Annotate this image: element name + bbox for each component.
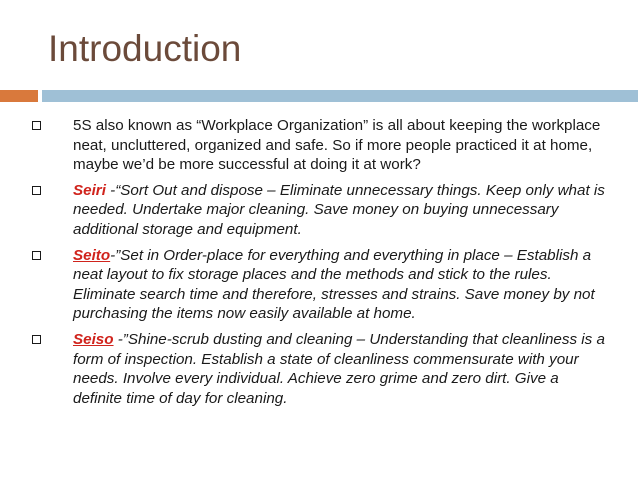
accent-bar xyxy=(0,90,38,102)
bullet-item-seiri xyxy=(30,181,605,240)
bullet-list xyxy=(30,116,605,414)
bullet-text: 5S also known as “Workplace Organization” is all about keeping the workplace neat, uncluttered, organized and safe. So if more people practiced it at home, maybe we’d be more successful at doing it at work? xyxy=(73,117,601,174)
term-seiso: Seiso xyxy=(73,330,114,348)
bullet-item-seiso xyxy=(30,330,605,408)
title-underline-bar xyxy=(42,90,638,102)
square-bullet-icon xyxy=(32,121,41,130)
slide-title: Introduction xyxy=(48,28,242,69)
bullet-text: -”Shine-scrub dusting and cleaning – Understanding that cleanliness is a form of inspection. Establish a state of cleanliness commensurate with your needs. Involve every individual. Achieve zero grime and zero dirt. Give a definite time of day for cleaning. xyxy=(73,330,605,407)
bullet-text: -”Set in Order-place for everything and everything in place – Establish a neat layout to fix storage places and the methods and stick to the rules. Eliminate search time and therefore, stresses and strains. Save money by not purchasing the items now easily available at home. xyxy=(73,246,595,323)
square-bullet-icon xyxy=(32,335,41,344)
term-seiri: Seiri xyxy=(73,181,106,199)
bullet-text: -“Sort Out and dispose – Eliminate unnecessary things. Keep only what is needed. Undertake major cleaning. Save money on buying unnecessary additional storage and equipment. xyxy=(73,181,605,238)
bullet-item-seito xyxy=(30,246,605,324)
square-bullet-icon xyxy=(32,186,41,195)
square-bullet-icon xyxy=(32,251,41,260)
term-seito: Seito xyxy=(73,246,111,264)
bullet-item-intro xyxy=(30,116,605,175)
